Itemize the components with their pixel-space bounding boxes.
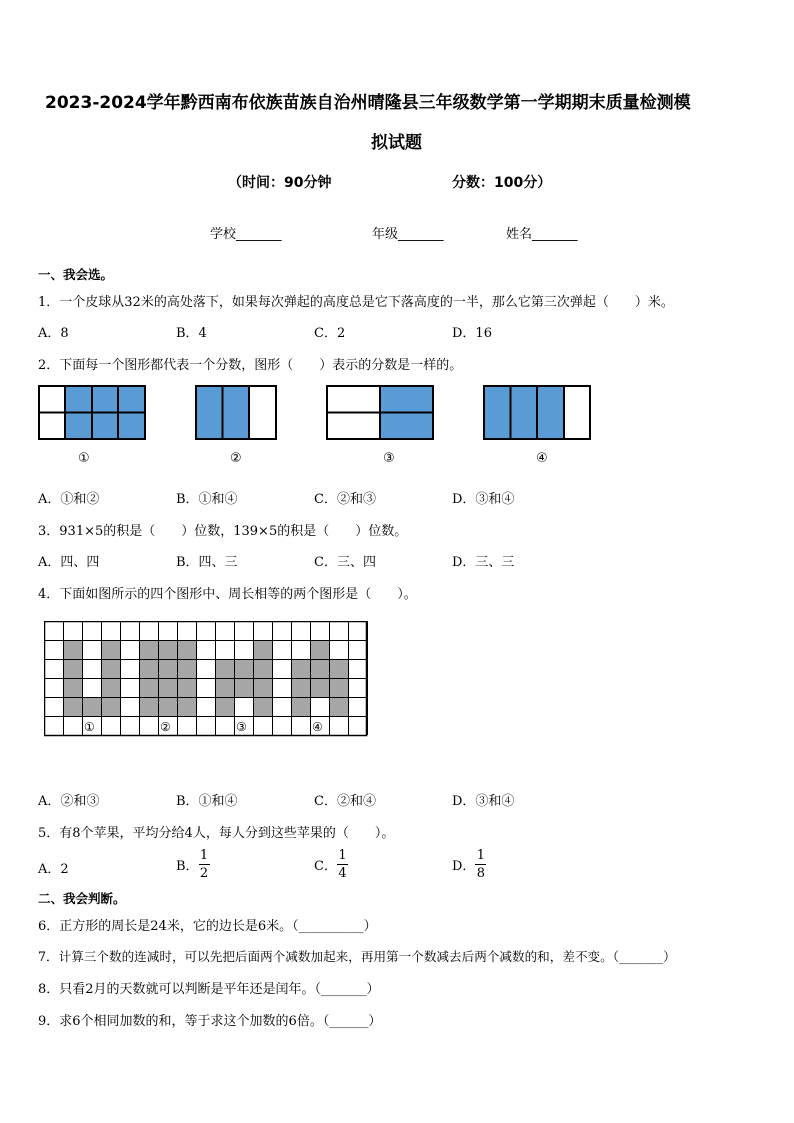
q2-figure-label-1: ① [78,451,90,466]
q5-c-denominator: 4 [338,866,347,881]
q5-b-denominator: 2 [199,866,209,881]
q5-option-b-prefix: B． [176,859,199,874]
exam-title-line1: 2023-2024学年黔西南布依族苗族自治州晴隆县三年级数学第一学期期末质量检测模 [45,93,691,113]
q2-figure-label-3: ③ [383,451,395,466]
q2-option-b: B．①和④ [176,492,238,507]
q4-option-c: C．②和④ [314,794,376,809]
q4-option-b: B．①和④ [176,794,238,809]
q6-text: 6．正方形的周长是24米，它的边长是6米。（__________） [38,919,377,934]
q4-figure-label-4: ④ [312,720,323,734]
q5-option-c-fraction [337,848,348,881]
q1-option-d: D．16 [452,326,492,341]
q9-text: 9．求6个相同加数的和，等于求这个加数的6倍。（______） [38,1014,382,1029]
q2-text: 2．下面每一个图形都代表一个分数，图形（ ）表示的分数是一样的。 [38,358,463,373]
q3-option-d: D．三、三 [452,555,515,570]
grade-field: 年级_______ [372,227,444,242]
q5-c-numerator: 1 [338,848,347,863]
q2-figure-label-4: ④ [536,451,548,466]
exam-time: （时间：90分钟 [228,175,332,191]
section2-title: 二、我会判断。 [38,891,126,906]
q5-b-numerator: 1 [199,848,209,863]
q3-text: 3．931×5的积是（ ）位数，139×5的积是（ ）位数。 [38,524,408,539]
q4-figure-label-1: ① [84,720,95,734]
q5-option-d-fraction [475,848,486,881]
q2-figure-2 [195,385,278,441]
q5-option-a: A．2 [38,862,69,877]
section1-title: 一、我会选。 [38,267,114,282]
q3-option-a: A．四、四 [38,555,100,570]
q1-text: 1．一个皮球从32米的高处落下，如果每次弹起的高度总是它下落高度的一半，那么它第三次弹起（ ）米。 [38,295,674,310]
exam-title-line2: 拟试题 [371,133,422,153]
q1-option-a: A．8 [38,326,69,341]
q5-option-b [176,848,210,881]
name-field: 姓名_______ [506,227,578,242]
q5-option-d [452,848,486,881]
q1-option-b: B．4 [176,326,207,341]
q5-option-b-fraction [199,848,210,881]
q5-d-numerator: 1 [476,848,486,863]
q2-figure-1 [38,385,148,441]
q7-text: 7．计算三个数的连减时，可以先把后面两个减数加起来，再用第一个数减去后两个减数的和，差不变。（_______） [38,949,676,964]
q4-option-d: D．③和④ [452,794,515,809]
q2-option-c: C．②和③ [314,492,376,507]
q4-figure-label-3: ③ [236,720,247,734]
q2-figure-4 [483,385,593,441]
q8-text: 8．只看2月的天数就可以判断是平年还是闰年。（_______） [38,982,380,997]
q2-figure-label-2: ② [230,451,242,466]
q4-text: 4．下面如图所示的四个图形中、周长相等的两个图形是（ ）。 [38,587,417,602]
q5-option-d-prefix: D． [452,859,476,874]
school-field: 学校_______ [210,227,282,242]
q2-option-d: D．③和④ [452,492,515,507]
q3-option-b: B．四、三 [176,555,238,570]
q2-figure-3 [326,385,436,441]
q5-option-c-prefix: C． [314,859,337,874]
q5-d-denominator: 8 [476,866,486,881]
q2-option-a: A．①和② [38,492,100,507]
q4-option-a: A．②和③ [38,794,100,809]
exam-score: 分数：100分） [452,175,552,191]
q4-figure-label-2: ② [160,720,171,734]
q5-text: 5．有8个苹果，平均分给4人，每人分到这些苹果的（ ）。 [38,826,395,841]
q3-option-c: C．三、四 [314,555,376,570]
q5-option-c [314,848,348,881]
q1-option-c: C．2 [314,326,346,341]
